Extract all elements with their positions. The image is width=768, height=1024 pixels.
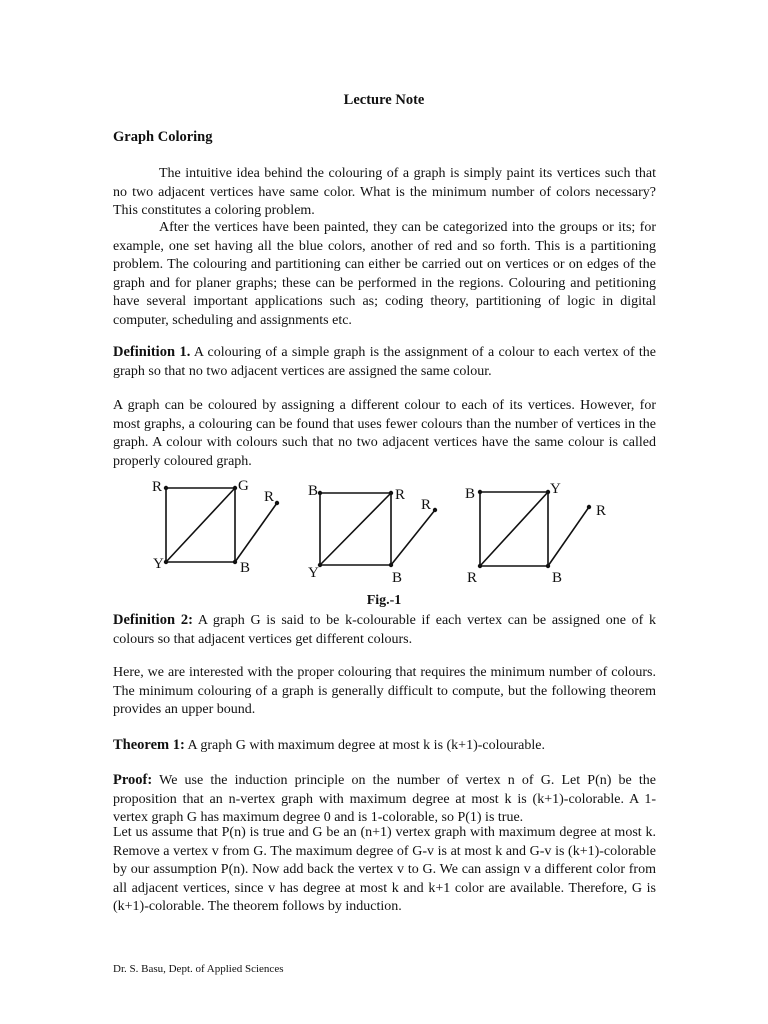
graph3-diagonal [480, 492, 548, 566]
graph1-label-tl: R [152, 479, 163, 495]
graph2-label-bl: Y [308, 565, 319, 581]
section-heading: Graph Coloring [113, 129, 213, 145]
graph2-pendant-edge [391, 510, 435, 565]
graph2-vertex [389, 563, 393, 567]
graph3-vertex [478, 490, 482, 494]
intro-paragraph-2: After the vertices have been painted, they can be categorized into the groups or its; for example, one set having all the blue colors, another of red and so forth. This is a partitioning problem. The colouring and partitioning can either be carried out on vertices or on edges of the graph and for planer graphs; these can be performed in the regions. Colouring and petitioning have several important applications such as; coding theory, partitioning of logic in digital computer, scheduling and assignments etc. [113, 220, 656, 328]
graph3-label-tl: B [465, 486, 476, 502]
definition-1 [113, 343, 656, 381]
graph2-vertex [433, 508, 437, 512]
graph3-vertex [546, 564, 550, 568]
graph2-label-br: B [392, 570, 403, 586]
graph1-vertex [233, 486, 237, 490]
graph3-label-bl: R [467, 570, 478, 586]
proof-text: We use the induction principle on the number of vertex n of G. Let P(n) be the proposition that an n-vertex graph with maximum degree at most k is (k+1)-colorable. A 1-vertex graph G has maximum degree 0 and is 1-colorable, so P(1) is true. [113, 773, 656, 825]
intro-paragraph-1: The intuitive idea behind the colouring of a graph is simply paint its vertices such that no two adjacent vertices have same color. What is the minimum number of colors necessary? This constitutes a coloring problem. [113, 166, 656, 218]
graph1-label-tr: G [238, 478, 249, 494]
graph2-vertex [318, 491, 322, 495]
graph1-pendant-edge [235, 503, 277, 562]
graph3-pendant-edge [548, 507, 589, 566]
theorem-1 [113, 736, 656, 756]
graph2-label-extra: R [421, 497, 432, 513]
theorem-1-text: A graph G with maximum degree at most k is (k+1)-colourable. [184, 738, 545, 753]
definition-1-text: A colouring of a simple graph is the assignment of a colour to each vertex of the graph so that no two adjacent vertices are assigned the same colour. [113, 345, 657, 379]
definition-1-label: Definition 1. [113, 344, 191, 360]
figure-caption: Fig.-1 [366, 593, 402, 608]
graph1-label-bl: Y [153, 556, 164, 572]
graph-colouring-paragraph: A graph can be coloured by assigning a different colour to each of its vertices. However, for most graphs, a colouring can be found that uses fewer colours than the number of vertices in the graph. A colour with colours such that no two adjacent vertices have the same colour is called properly coloured graph. [113, 398, 656, 469]
definition-2-text: A graph G is said to be k-colourable if each vertex can be assigned one of k colours so that adjacent vertices get different colours. [113, 613, 656, 647]
graph2-label-tr: R [395, 487, 406, 503]
graph3-label-tr: Y [550, 481, 561, 497]
definition-2-label: Definition 2: [113, 612, 193, 628]
graph1-vertex [233, 560, 237, 564]
graph2-vertex [389, 491, 393, 495]
graph3-label-extra: R [596, 503, 607, 519]
graph1-vertex [164, 560, 168, 564]
graph1-vertex [164, 486, 168, 490]
graph2-label-tl: B [308, 483, 319, 499]
graph1-label-extra: R [264, 489, 275, 505]
graph1-label-br: B [240, 560, 251, 576]
page-title: Lecture Note [343, 92, 425, 108]
proof-paragraph [113, 771, 656, 828]
graph3-vertex [478, 564, 482, 568]
proof-label: Proof: [113, 772, 153, 788]
graph3-label-br: B [552, 570, 563, 586]
theorem-1-label: Theorem 1: [113, 737, 185, 753]
graph1-diagonal [166, 488, 235, 562]
graph1-vertex [275, 501, 279, 505]
figure-1 [140, 474, 630, 586]
proof-paragraph-2: Let us assume that P(n) is true and G be an (n+1) vertex graph with maximum degree at most k. Remove a vertex v from G. The maximum degree of G-v is at most k and G-v is (k+1)-colorable by our assumption P(n). Now add back the vertex v to G. We can assign v a different color from all adjacent vertices, since v has degree at most k and k+1 color are available. Therefore, G is (k+1)-colorable. The theorem follows by induction. [113, 825, 656, 914]
page-footer: Dr. S. Basu, Dept. of Applied Sciences [113, 963, 284, 975]
graph3-vertex [587, 505, 591, 509]
definition-2 [113, 611, 656, 649]
minimum-colouring-paragraph: Here, we are interested with the proper colouring that requires the minimum number of colours. The minimum colouring of a graph is generally difficult to compute, but the following theorem provides an upper bound. [113, 665, 656, 717]
graph2-diagonal [320, 493, 391, 565]
